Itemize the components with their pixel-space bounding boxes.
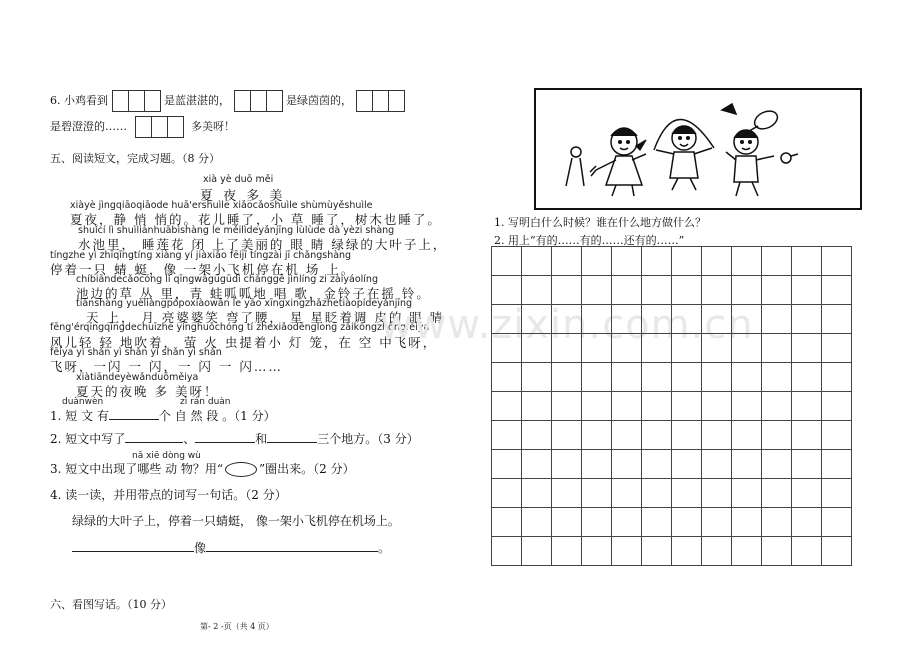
passage-pinyin: xiàtiāndeyèwǎnduōměiya xyxy=(76,372,199,383)
q1 xyxy=(50,407,276,424)
q6-mid1: 是蓝湛湛的， xyxy=(164,94,230,107)
grid-cell[interactable] xyxy=(492,479,522,508)
grid-cell[interactable] xyxy=(762,276,792,305)
grid-cell[interactable] xyxy=(642,334,672,363)
grid-cell[interactable] xyxy=(822,247,852,276)
passage-line: 停着一只 蜻 蜓，像 一架小飞机停在机 场 上。 xyxy=(50,262,356,277)
grid-row xyxy=(492,392,852,421)
grid-cell[interactable] xyxy=(732,305,762,334)
grid-cell[interactable] xyxy=(492,537,522,566)
passage-pinyin: shuǐcí lì shuìliánhuābìshàng le měilìdeyǎnjīng lùlùde dà yèzi shàng xyxy=(78,225,395,236)
answer-blank[interactable] xyxy=(267,430,317,443)
grid-cell[interactable] xyxy=(552,537,582,566)
grid-cell[interactable] xyxy=(762,537,792,566)
grid-cell[interactable] xyxy=(582,508,612,537)
grid-cell[interactable] xyxy=(672,450,702,479)
grid-cell[interactable] xyxy=(492,276,522,305)
grid-cell[interactable] xyxy=(762,508,792,537)
grid-cell[interactable] xyxy=(582,276,612,305)
passage-pinyin: tiānshàng yuèliàngpópoxiàowān le yāo xīngxingzhǎzhetiàopídeyǎnjīng xyxy=(76,298,413,309)
grid-cell[interactable] xyxy=(522,450,552,479)
grid-cell[interactable] xyxy=(672,537,702,566)
grid-cell[interactable] xyxy=(822,421,852,450)
q3-pinyin: nǎ xiē dòng wù xyxy=(132,451,201,461)
grid-cell[interactable] xyxy=(492,334,522,363)
grid-cell[interactable] xyxy=(672,334,702,363)
right-q1: 1. 写明白什么时候？谁在什么地方做什么？ xyxy=(494,216,706,229)
grid-cell[interactable] xyxy=(612,276,642,305)
grid-cell[interactable] xyxy=(822,334,852,363)
q1-post: 个 自 然 段 。（1 分） xyxy=(158,409,276,423)
grid-cell[interactable] xyxy=(522,305,552,334)
writing-grid[interactable] xyxy=(491,246,852,566)
grid-cell[interactable] xyxy=(672,392,702,421)
q1-pinyin2: zì rán duàn xyxy=(180,397,231,407)
grid-cell[interactable] xyxy=(732,247,762,276)
passage-pinyin: fēiya yì shǎn yì shǎn yì shǎn yì shǎn xyxy=(50,347,222,358)
grid-cell[interactable] xyxy=(792,421,822,450)
grid-cell[interactable] xyxy=(732,392,762,421)
watermark: www.zixin.com.cn xyxy=(380,302,754,348)
grid-cell[interactable] xyxy=(582,450,612,479)
grid-cell[interactable] xyxy=(612,334,642,363)
grid-cell[interactable] xyxy=(762,305,792,334)
grid-cell[interactable] xyxy=(552,479,582,508)
q6-line2 xyxy=(50,116,235,138)
grid-cell[interactable] xyxy=(702,508,732,537)
grid-row xyxy=(492,363,852,392)
passage-line: 风儿轻 轻 地吹着， 萤 火 虫提着小 灯 笼，在 空 中飞呀， xyxy=(50,335,438,350)
grid-cell[interactable] xyxy=(792,363,822,392)
grid-cell[interactable] xyxy=(822,392,852,421)
grid-cell[interactable] xyxy=(492,305,522,334)
q6-prefix: 6. 小鸡看到 xyxy=(50,94,108,107)
grid-cell[interactable] xyxy=(522,247,552,276)
grid-cell[interactable] xyxy=(642,276,672,305)
grid-cell[interactable] xyxy=(612,305,642,334)
q2-post: 三个地方。（3 分） xyxy=(317,432,419,446)
grid-cell[interactable] xyxy=(642,363,672,392)
grid-cell[interactable] xyxy=(612,392,642,421)
grid-cell[interactable] xyxy=(822,537,852,566)
grid-cell[interactable] xyxy=(492,392,522,421)
grid-cell[interactable] xyxy=(582,479,612,508)
grid-cell[interactable] xyxy=(522,508,552,537)
grid-cell[interactable] xyxy=(672,276,702,305)
grid-cell[interactable] xyxy=(822,508,852,537)
grid-cell[interactable] xyxy=(792,334,822,363)
grid-cell[interactable] xyxy=(822,450,852,479)
answer-boxes[interactable] xyxy=(234,90,283,112)
passage-pinyin: xiàyè jìngqiāoqiāode huā'ershuìle xiǎocǎoshuìle shùmùyěshuìle xyxy=(70,200,373,211)
grid-row xyxy=(492,305,852,334)
grid-cell[interactable] xyxy=(732,450,762,479)
grid-cell[interactable] xyxy=(732,276,762,305)
q2 xyxy=(50,430,419,447)
right-q2: 2. 用上“有的……有的……还有的……” xyxy=(494,234,685,247)
grid-cell[interactable] xyxy=(672,363,702,392)
grid-cell[interactable] xyxy=(822,479,852,508)
grid-cell[interactable] xyxy=(732,334,762,363)
grid-cell[interactable] xyxy=(642,537,672,566)
grid-cell[interactable] xyxy=(522,276,552,305)
q1-pre: 1. 短 文 有 xyxy=(50,409,109,423)
grid-cell[interactable] xyxy=(702,334,732,363)
q4-example: 绿绿的大叶子上，停着一只蜻蜓， 像一架小飞机停在机场上。 xyxy=(72,514,400,528)
answer-boxes[interactable] xyxy=(135,116,184,138)
q3-post: ”圈出来。（2 分） xyxy=(259,462,355,476)
grid-cell[interactable] xyxy=(552,363,582,392)
grid-cell[interactable] xyxy=(792,537,822,566)
grid-cell[interactable] xyxy=(552,276,582,305)
grid-cell[interactable] xyxy=(492,247,522,276)
grid-cell[interactable] xyxy=(612,508,642,537)
grid-cell[interactable] xyxy=(672,247,702,276)
grid-cell[interactable] xyxy=(612,247,642,276)
grid-cell[interactable] xyxy=(702,537,732,566)
grid-cell[interactable] xyxy=(702,450,732,479)
grid-cell[interactable] xyxy=(582,392,612,421)
grid-row xyxy=(492,479,852,508)
grid-cell[interactable] xyxy=(552,392,582,421)
grid-cell[interactable] xyxy=(492,508,522,537)
grid-cell[interactable] xyxy=(702,421,732,450)
children-playing-illustration xyxy=(536,90,860,208)
q3 xyxy=(50,460,355,477)
grid-cell[interactable] xyxy=(642,421,672,450)
grid-cell[interactable] xyxy=(792,392,822,421)
q2-and: 和 xyxy=(255,432,268,446)
q4-like: 像 xyxy=(194,541,207,555)
grid-cell[interactable] xyxy=(762,421,792,450)
grid-cell[interactable] xyxy=(732,421,762,450)
grid-cell[interactable] xyxy=(552,334,582,363)
grid-cell[interactable] xyxy=(762,334,792,363)
grid-cell[interactable] xyxy=(612,479,642,508)
grid-cell[interactable] xyxy=(822,305,852,334)
q1-pinyin: duànwèn xyxy=(62,397,104,407)
grid-cell[interactable] xyxy=(702,247,732,276)
grid-cell[interactable] xyxy=(522,334,552,363)
circle-symbol-icon xyxy=(225,462,257,477)
passage-line: 水池里， 睡莲花 闭 上了美丽的 眼 睛 绿绿的大叶子上， xyxy=(78,237,448,252)
grid-cell[interactable] xyxy=(612,450,642,479)
grid-cell[interactable] xyxy=(732,479,762,508)
q4: 4. 读一读，并用带点的词写一句话。（2 分） xyxy=(50,488,287,502)
grid-cell[interactable] xyxy=(552,508,582,537)
grid-cell[interactable] xyxy=(672,479,702,508)
passage-pinyin: tíngzhe yì zhīqīngtíng xiàng yí jiàxiǎo fēijī tíngzài jī chǎngshàng xyxy=(50,250,352,261)
grid-cell[interactable] xyxy=(822,363,852,392)
q6-line2-prefix: 是碧澄澄的…… xyxy=(50,120,127,133)
grid-cell[interactable] xyxy=(612,363,642,392)
grid-cell[interactable] xyxy=(792,450,822,479)
q6-line1 xyxy=(50,90,405,112)
grid-cell[interactable] xyxy=(642,479,672,508)
grid-cell[interactable] xyxy=(582,363,612,392)
passage-pinyin: fēng'érqīngqīngdechuīzhe yínghuǒchóng tí zhexiǎodēnglong zàikōngzhōngfēiya xyxy=(50,322,430,333)
grid-row xyxy=(492,421,852,450)
grid-cell[interactable] xyxy=(792,479,822,508)
q6-line2-suffix: 多美呀！ xyxy=(191,120,235,133)
section5-heading: 五、阅读短文，完成习题。（8 分） xyxy=(50,152,220,165)
grid-cell[interactable] xyxy=(732,363,762,392)
grid-row xyxy=(492,450,852,479)
grid-cell[interactable] xyxy=(582,421,612,450)
q2-sep: 、 xyxy=(183,432,196,446)
grid-cell[interactable] xyxy=(492,450,522,479)
grid-cell[interactable] xyxy=(702,392,732,421)
grid-cell[interactable] xyxy=(672,508,702,537)
answer-blank[interactable] xyxy=(125,430,183,443)
grid-cell[interactable] xyxy=(552,421,582,450)
grid-row xyxy=(492,508,852,537)
grid-cell[interactable] xyxy=(732,508,762,537)
grid-cell[interactable] xyxy=(552,305,582,334)
grid-cell[interactable] xyxy=(612,421,642,450)
answer-blank[interactable] xyxy=(206,539,378,552)
grid-cell[interactable] xyxy=(702,363,732,392)
grid-cell[interactable] xyxy=(552,450,582,479)
q3-pre: 3. 短文中出现了哪些 动 物？用“ xyxy=(50,462,224,476)
grid-cell[interactable] xyxy=(642,247,672,276)
grid-cell[interactable] xyxy=(732,537,762,566)
passage-line: 飞呀，一闪 一 闪，一 闪 一 闪…… xyxy=(50,359,283,374)
passage-line: 天 上， 月 亮婆婆笑 弯了腰， 星 星眨着调 皮的 眼 睛 xyxy=(86,310,445,325)
grid-cell[interactable] xyxy=(582,247,612,276)
grid-cell[interactable] xyxy=(672,421,702,450)
grid-cell[interactable] xyxy=(522,421,552,450)
title-pinyin: xià yè duō měi xyxy=(203,174,274,185)
grid-cell[interactable] xyxy=(792,508,822,537)
grid-row xyxy=(492,537,852,566)
grid-cell[interactable] xyxy=(762,392,792,421)
grid-cell[interactable] xyxy=(642,450,672,479)
grid-cell[interactable] xyxy=(702,479,732,508)
grid-cell[interactable] xyxy=(672,305,702,334)
passage-line: 夏天的夜晚 多 美呀！ xyxy=(76,384,219,399)
page-footer: 第- 2 -页（共 4 页） xyxy=(200,622,274,631)
grid-row xyxy=(492,334,852,363)
grid-cell[interactable] xyxy=(582,305,612,334)
grid-cell[interactable] xyxy=(762,450,792,479)
grid-cell[interactable] xyxy=(792,247,822,276)
answer-boxes[interactable] xyxy=(112,90,161,112)
grid-cell[interactable] xyxy=(552,247,582,276)
grid-cell[interactable] xyxy=(582,334,612,363)
grid-cell[interactable] xyxy=(522,479,552,508)
grid-cell[interactable] xyxy=(522,392,552,421)
grid-cell[interactable] xyxy=(642,508,672,537)
grid-cell[interactable] xyxy=(702,305,732,334)
grid-row xyxy=(492,276,852,305)
passage-line: 夏夜，静 悄 悄的。花儿睡了，小 草 睡了，树木也睡了。 xyxy=(70,212,442,227)
grid-cell[interactable] xyxy=(492,421,522,450)
answer-boxes[interactable] xyxy=(356,90,405,112)
grid-cell[interactable] xyxy=(822,276,852,305)
grid-cell[interactable] xyxy=(642,392,672,421)
passage-title: 夏 夜 多 美 xyxy=(200,189,286,204)
grid-cell[interactable] xyxy=(522,537,552,566)
passage-pinyin: chíbiāndecǎocóng lǐ qīngwāgūgūdì chànggē jìnlíng zi zàiyáolíng xyxy=(76,274,378,285)
grid-cell[interactable] xyxy=(582,537,612,566)
grid-cell[interactable] xyxy=(492,363,522,392)
grid-cell[interactable] xyxy=(642,305,672,334)
q2-pre: 2. 短文中写了 xyxy=(50,432,126,446)
grid-cell[interactable] xyxy=(762,363,792,392)
answer-blank[interactable] xyxy=(72,539,194,552)
grid-cell[interactable] xyxy=(612,537,642,566)
q4-answer-line: 像 。 xyxy=(72,539,390,556)
answer-blank[interactable] xyxy=(109,407,159,420)
section6-heading: 六、看图写话。（10 分） xyxy=(50,598,172,611)
q6-mid2: 是绿茵茵的， xyxy=(286,94,352,107)
grid-cell[interactable] xyxy=(762,479,792,508)
grid-cell[interactable] xyxy=(522,363,552,392)
passage-line: 池边的草 丛 里，青 蛙呱呱地 唱 歌，金铃子在摇 铃。 xyxy=(76,286,431,301)
grid-cell[interactable] xyxy=(702,276,732,305)
grid-cell[interactable] xyxy=(762,247,792,276)
grid-cell[interactable] xyxy=(792,305,822,334)
grid-row xyxy=(492,247,852,276)
picture-frame xyxy=(534,88,862,210)
answer-blank[interactable] xyxy=(195,430,255,443)
grid-cell[interactable] xyxy=(792,276,822,305)
